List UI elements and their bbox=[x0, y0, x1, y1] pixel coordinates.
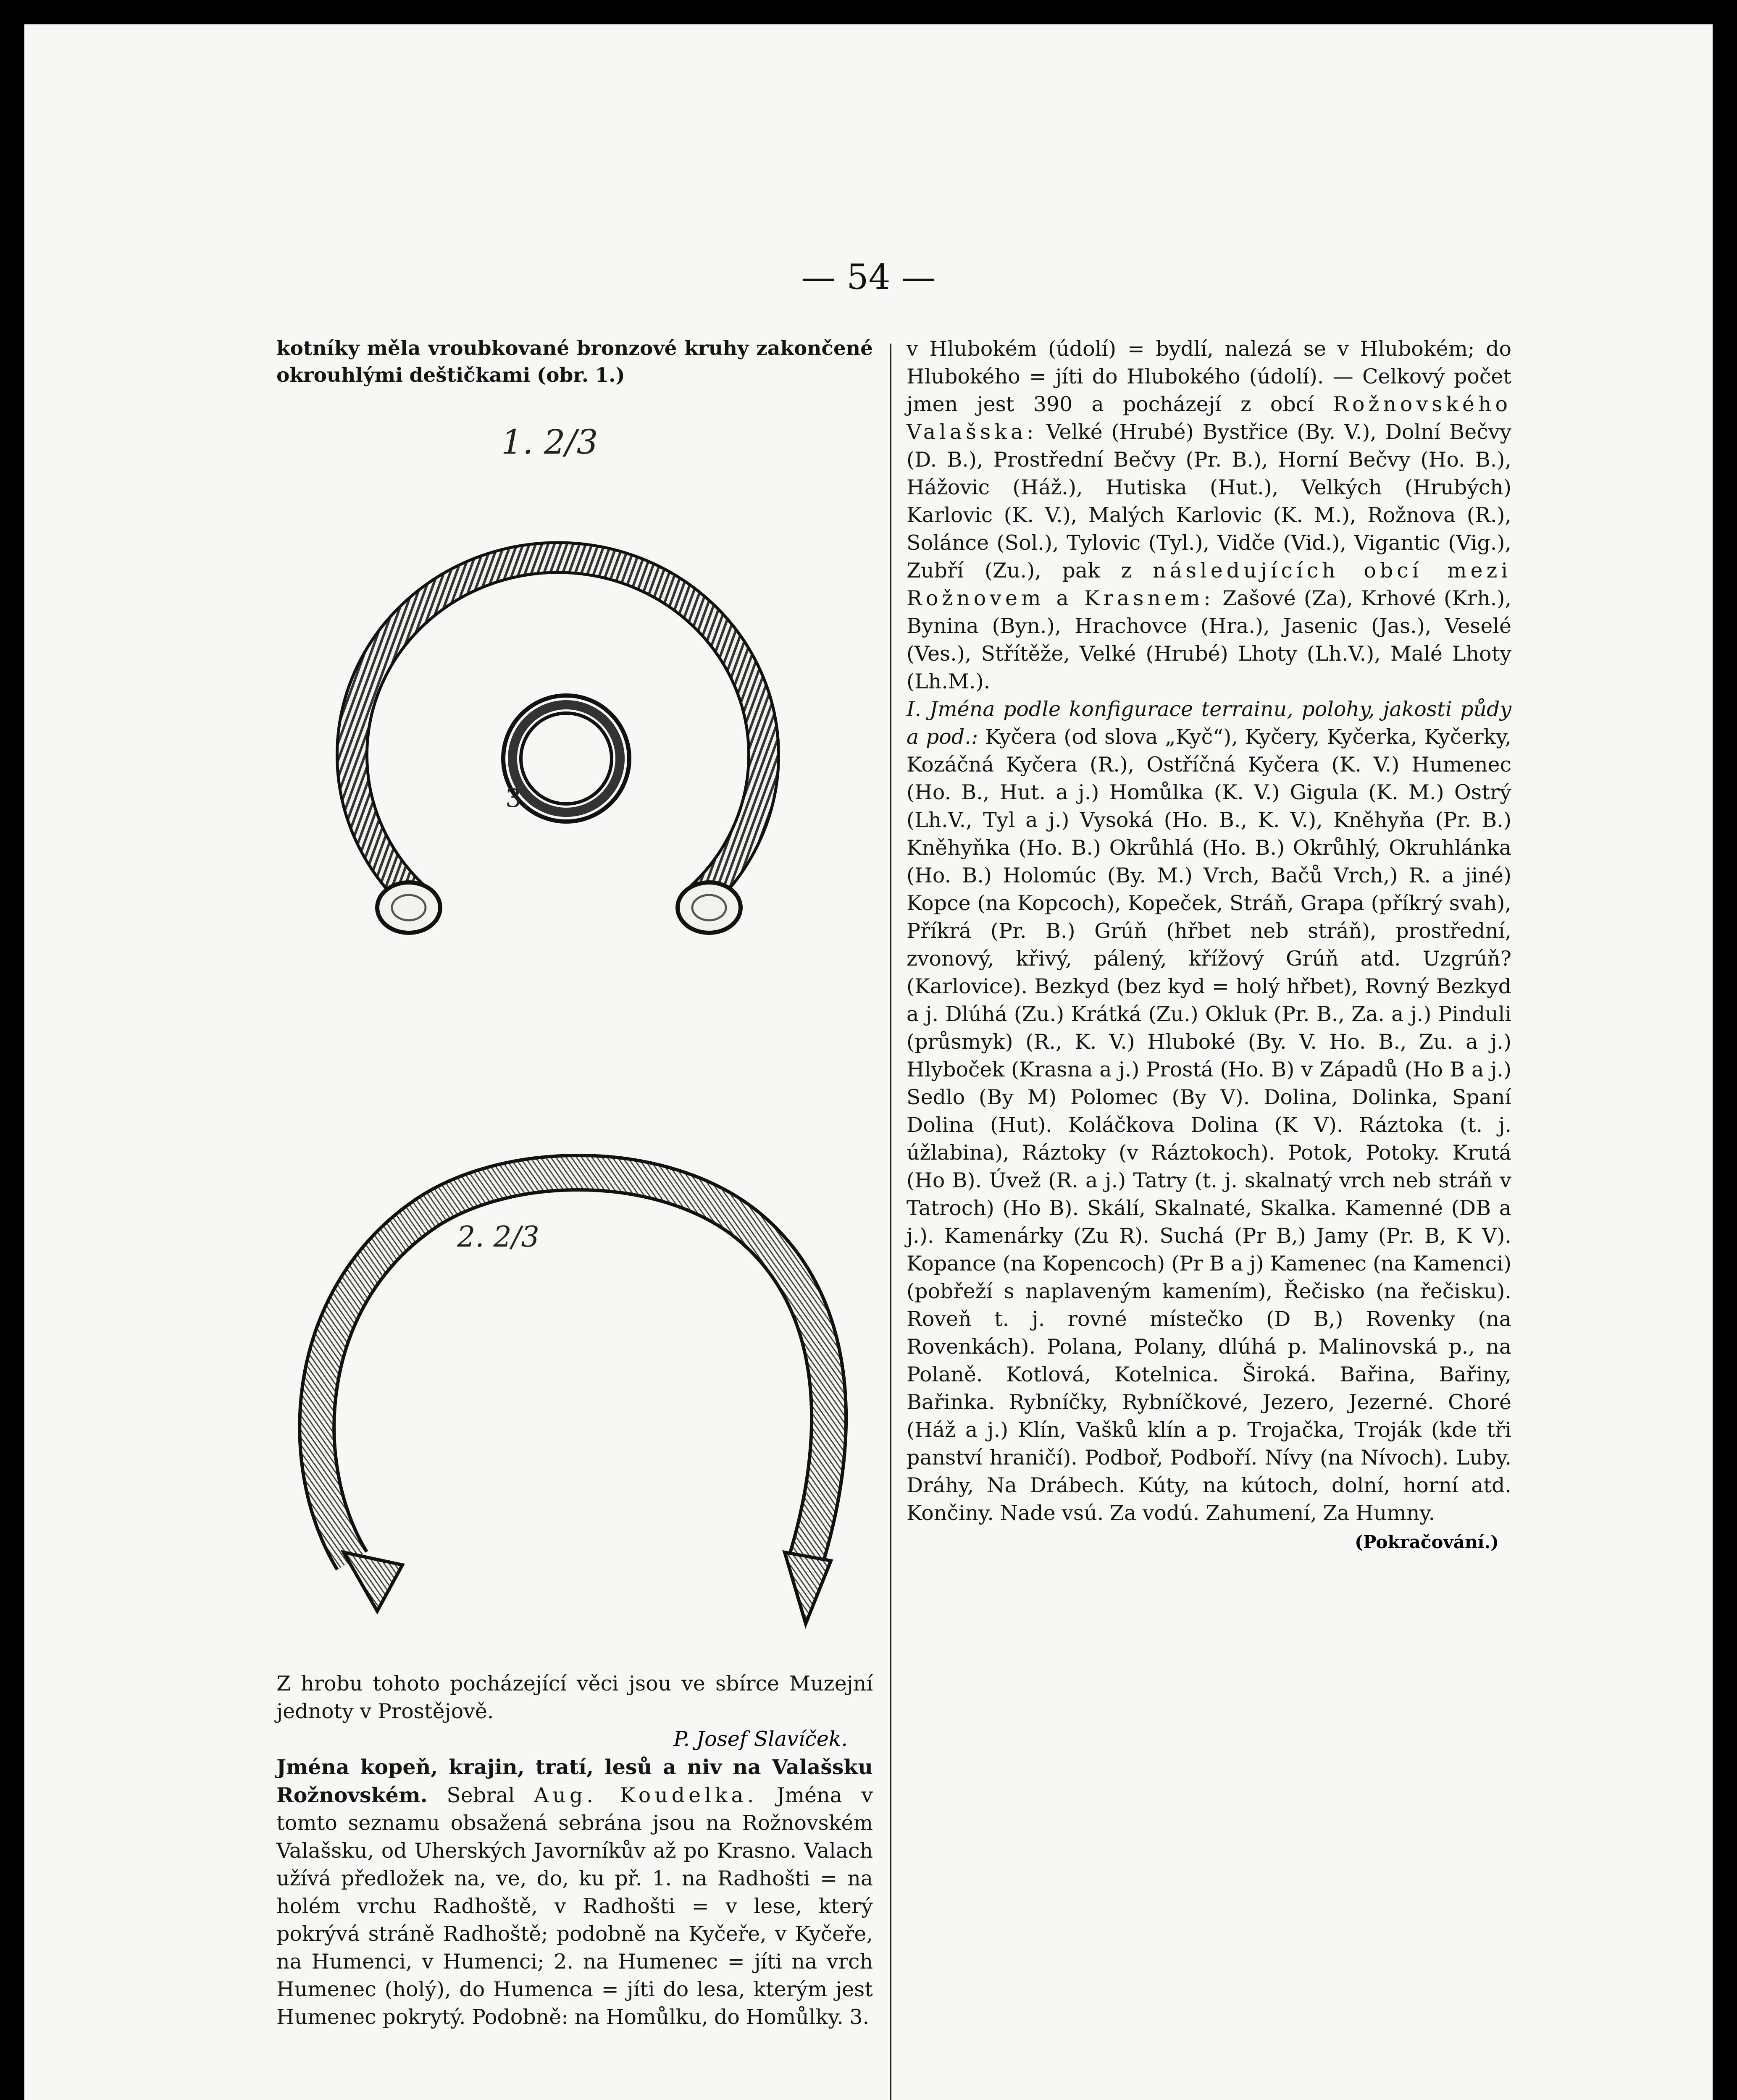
names-section-1 bbox=[907, 696, 1511, 1527]
right-terminal-disc bbox=[678, 882, 741, 933]
figure-label-1: 1. 2/3 bbox=[501, 423, 598, 462]
page-number: — 54 — bbox=[801, 257, 936, 297]
section-numeral: I. bbox=[907, 697, 921, 721]
right-pointed-end bbox=[785, 1552, 831, 1624]
figure-label-3: 3. bbox=[505, 784, 530, 813]
section-body: Kyčera (od slova „Kyč“), Kyčery, Kyčerka, Kyčerky, Kozáčná Kyčera (R.), Ostříčná Kyčera (K. V.) Humenec (Ho. B., Hut. a j.) Homůlka (K. V.) Gigula (K. M.) Ostrý (Lh.V., Tyl a j.) Vysoká (Ho. B., K. V.), Kněhyňa (Pr. B.) Kněhyňka (Ho. B.) Okrůhlá (Ho. B.) Okrůhlý, Okruhlánka (Ho. B.) Holomúc (By. M.) Vrch, Bačů Vrch,) R. a jiné) Kopce (na Kopcoch), Kopeček, Stráň, Grapa (příkrý svah), Příkrá (Pr. B.) Grúň (hřbet neb stráň), prostřední, zvonový, křivý, pálený, křížový Grúň atd. Uzgrúň? (Karlovice). Bezkyd (bez kyd = holý hřbet), Rovný Bezkyd a j. Dlúhá (Zu.) Krátká (Zu.) Okluk (Pr. B., Za. a j.) Pinduli (průsmyk) (R., K. V.) Hluboké (By. V. Ho. B., Zu. a j.) Hlyboček (Krasna a j.) Prostá (Ho. B) v Západů (Ho B a j.) Sedlo (By M) Polomec (By V). Dolina, Dolinka, Spaní Dolina (Hut). Koláčkova Dolina (K V). Ráztoka (t. j. úžlabina), Ráztoky (v Ráztokoch). Potok, Potoky. Krutá (Ho B). Úvež (R. a j.) Tatry (t. j. skalnatý vrch neb stráň v Tatroch) (Ho B). Skálí, Skalnaté, Skalka. Kamenné (DB a j.). Kamenárky (Zu R). Suchá (Pr B,) Jamy (Pr. B, K V). Kopance (na Kopencoch) (Pr B a j) Kamenec (na Kamenci) (pobřeží s naplaveným kamením), Řečisko (na řečisku). Roveň t. j. rovné místečko (D B,) Rovenky (na Rovenkách). Polana, Polany, dlúhá p. Malinovská p., na Polaně. Kotlová, Kotelnica. Široká. Bařina, Bařiny, Bařinka. Rybníčky, Rybníčkové, Jezero, Jezerné. Choré (Háž a j.) Klín, Vašků klín a p. Trojačka, Troják (kde tři panství hraničí). Podboř, Podboří. Nívy (na Nívoch). Luby. Dráhy, Na Drábech. Kúty, na kútoch, dolní, horní atd. Končiny. Nade vsú. Za vodú. Zahumení, Za Humny. bbox=[907, 725, 1512, 1525]
left-column bbox=[276, 335, 873, 2100]
region-heading-2: následujících obcí mezi Rožnovem a Krasnem: bbox=[907, 559, 1512, 610]
bronze-rings-illustration bbox=[276, 393, 873, 1670]
section-heading: Jména podle konfigurace terrainu, polohy, jakosti půdy a pod.: bbox=[907, 697, 1511, 749]
author-signature: P. Josef Slavíček. bbox=[673, 1727, 848, 1751]
region-heading: Rožnovského Valašska: bbox=[907, 392, 1511, 444]
figure-label-2: 2. 2/3 bbox=[457, 1221, 539, 1254]
article-collected-by: Sebral bbox=[447, 1783, 515, 1807]
left-pointed-end bbox=[344, 1552, 402, 1611]
article-author: Aug. Koudelka. bbox=[534, 1783, 758, 1807]
rings-drawing bbox=[276, 393, 873, 1670]
plain-bracelet-figure-2 bbox=[317, 1173, 831, 1624]
right-column bbox=[907, 335, 1511, 2100]
left-terminal-disc bbox=[377, 882, 440, 933]
figure-intro-text: kotníky měla vroubkované bronzové kruhy zakončené okrouhlými deštičkami (obr. 1.) bbox=[276, 337, 873, 387]
continuation-note: (Pokračování.) bbox=[1355, 1532, 1499, 1552]
village-list-2: Zašové (Za), Krhové (Krh.), Bynina (Byn.), Hrachovce (Hra.), Jasenic (Jas.), Veselé (Ves.), Střítěže, Velké (Hrubé) Lhoty (Lh.V.), Malé Lhoty (Lh.M.). bbox=[907, 586, 1512, 693]
article-intro bbox=[276, 1753, 873, 2031]
names-intro-paragraph bbox=[907, 335, 1511, 696]
article-title: Jména kopeň, krajin, tratí, lesů a niv na Valašsku Rožnovském. bbox=[276, 1755, 873, 1807]
column-divider bbox=[890, 344, 891, 2100]
figure-caption: Z hrobu tohoto pocházející věci jsou ve sbírce Muzejní jednoty v Prostějově. bbox=[276, 1672, 873, 1723]
intro-text: v Hlubokém (údolí) = bydlí, nalezá se v Hlubokém; do Hlubokého = jíti do Hlubokého (údolí). — Celkový počet jmen jest 390 a pocházejí z obcí bbox=[907, 337, 1511, 416]
village-list: Velké (Hrubé) Bystřice (By. V.), Dolní Bečvy (D. B.), Prostřední Bečvy (Pr. B.), Horní Bečvy (Ho. B.), Hážovic (Háž.), Hutiska (Hut.), Velkých (Hrubých) Karlovic (K. V.), Malých Karlovic (K. M.), Rožnova (R.), Solánce (Sol.), Tylovic (Tyl.), Vidče (Vid.), Vigantic (Vig.), Zubří (Zu.), pak z bbox=[907, 420, 1511, 583]
article-body: Jména v tomto seznamu obsažená sebrána jsou na Rožnovském Valašsku, od Uherských Javorníkův až po Krasno. Valach užívá předložek na, ve, do, ku př. 1. na Radhošti = na holém vrchu Radhoště, v Radhošti = v lese, který pokrývá stráně Radhoště; podobně na Kyčeře, v Kyčeře, na Humenci, v Humenci; 2. na Humenec = jíti na vrch Humenec (holý), do Humenca = jíti do lesa, kterým jest Humenec pokrytý. Podobně: na Homůlku, do Homůlky. 3. bbox=[276, 1783, 873, 2029]
document-page bbox=[24, 24, 1713, 2100]
